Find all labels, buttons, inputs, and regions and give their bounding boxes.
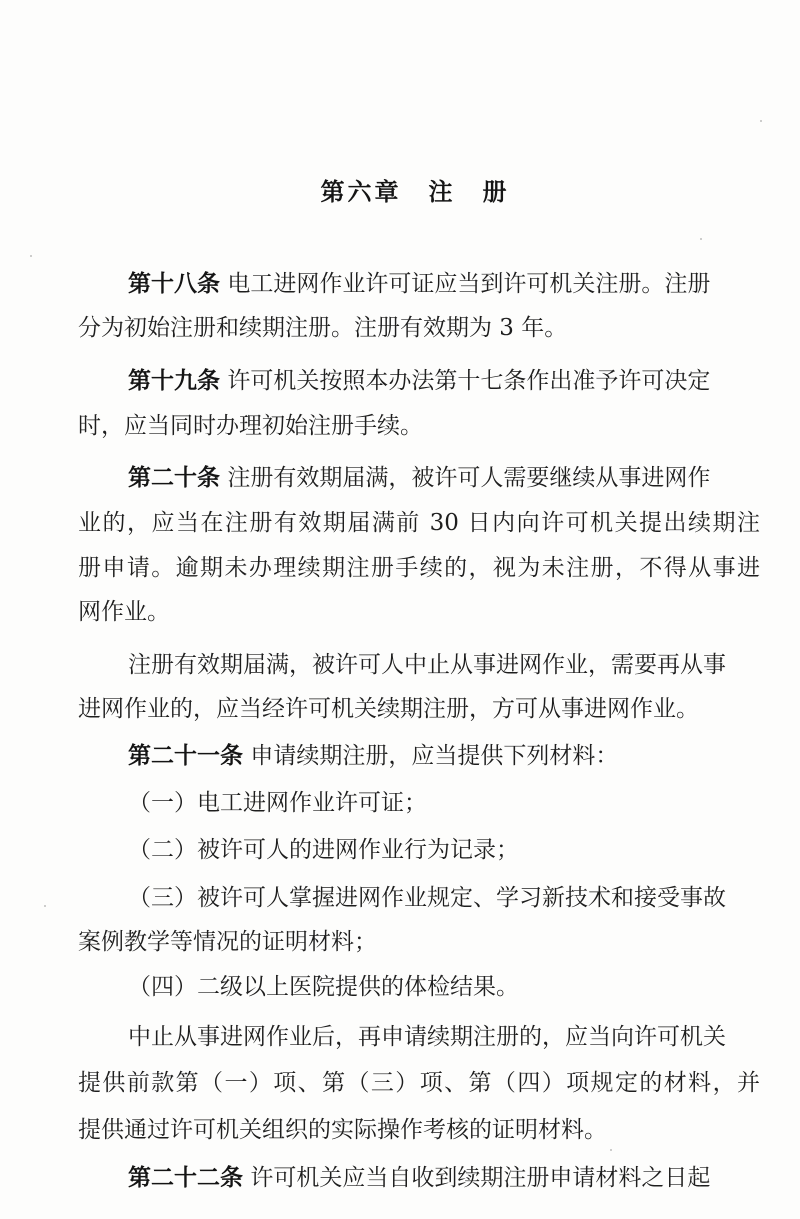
article-20-line-2: 业的，应当在注册有效期届满前 30 日内向许可机关提出续期注 [78,510,760,536]
article-21-item-2: （二）被许可人的进网作业行为记录； [128,837,519,863]
article-22-text: 许可机关应当自收到续期注册申请材料之日起 [250,1165,711,1191]
article-21-item-1: （一）电工进网作业许可证； [128,790,427,816]
article-18-text: 电工进网作业许可证应当到许可机关注册。注册 [227,271,711,297]
scan-speck [700,238,702,240]
article-20-para2-line-1: 注册有效期届满，被许可人中止从事进网作业，需要再从事 [128,652,726,678]
article-20-text: 注册有效期届满，被许可人需要继续从事进网作 [227,465,711,491]
article-19-text: 许可机关按照本办法第十七条作出准予许可决定 [227,368,711,394]
article-21-item-3-line-2: 案例教学等情况的证明材料； [78,929,377,955]
article-19-line-2: 时，应当同时办理初始注册手续。 [78,413,423,439]
article-21-item-4: （四）二级以上医院提供的体检结果。 [128,974,519,1000]
article-20-heading: 第二十条 [128,465,220,491]
article-20-line-1 [128,463,710,493]
article-20-line-4: 网作业。 [78,599,170,625]
article-18-heading: 第十八条 [128,271,220,297]
chapter-title: 第六章 注 册 [320,178,510,206]
article-21-para2-line-3: 提供通过许可机关组织的实际操作考核的证明材料。 [78,1117,607,1143]
article-21-text: 申请续期注册，应当提供下列材料： [250,743,619,769]
article-21-para2-line-1: 中止从事进网作业后，再申请续期注册的，应当向许可机关 [128,1024,726,1050]
article-21-para2-line-2: 提供前款第（一）项、第（三）项、第（四）项规定的材料，并 [78,1070,760,1096]
scan-speck [760,120,762,122]
article-21-item-3-line-1: （三）被许可人掌握进网作业规定、学习新技术和接受事故 [128,885,726,911]
article-21-heading: 第二十一条 [128,743,243,769]
article-18-line-1 [128,269,710,299]
article-19-line-1 [128,366,710,396]
article-18-line-2: 分为初始注册和续期注册。注册有效期为 3 年。 [78,315,568,341]
article-22-heading: 第二十二条 [128,1165,243,1191]
article-20-para2-line-2: 进网作业的，应当经许可机关续期注册，方可从事进网作业。 [78,696,699,722]
article-21-line-1 [128,741,618,771]
article-19-heading: 第十九条 [128,368,220,394]
scan-speck [610,1149,612,1151]
scan-speck [44,905,46,907]
article-20-line-3: 册申请。逾期未办理续期注册手续的，视为未注册，不得从事进 [78,555,760,581]
article-22-line-1 [128,1163,710,1193]
scan-speck [30,255,32,257]
